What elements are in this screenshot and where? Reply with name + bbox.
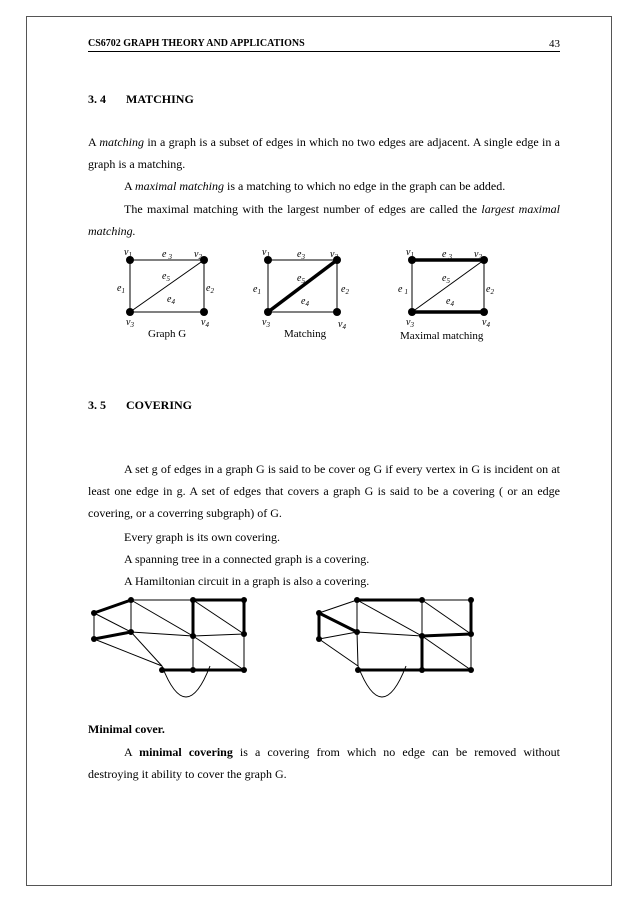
page-header — [88, 38, 560, 52]
svg-text:e3: $e_3$ — [297, 249, 305, 261]
svg-text:e1: $e_1$ — [117, 283, 125, 295]
svg-text:e2: $e_2$ — [341, 284, 349, 296]
matching-figures — [0, 245, 638, 345]
vertex-v3 — [126, 308, 134, 316]
svg-text:e4: $e_4$ — [446, 296, 454, 308]
section-number: 3. 4 — [88, 92, 106, 106]
maximal-matching-definition: A maximal matching is a matching to which no edge in the graph can be added. — [124, 179, 506, 193]
svg-text:v1: $v_1$ — [262, 247, 270, 259]
svg-text:v4: $v_4$ — [482, 317, 490, 329]
svg-text:v1: $v_1$ — [406, 247, 414, 259]
svg-text:e4: $e_4$ — [301, 296, 309, 308]
covering-fact-1: Every graph is its own covering. — [124, 530, 280, 544]
svg-text:e3: e $_3$ — [442, 249, 452, 261]
covering-figures — [0, 590, 638, 730]
figure-covering-right — [316, 597, 474, 697]
largest-maximal-matching-definition: The maximal matching with the largest number of edges are called the largest maximal matching. — [88, 202, 560, 238]
svg-text:v2: $v_2$ — [194, 249, 202, 261]
covering-fact-3: A Hamiltonian circuit in a graph is also a covering. — [124, 574, 370, 588]
term-maximal-matching: maximal matching — [135, 179, 225, 193]
caption-maximal-matching: Maximal matching — [400, 330, 484, 342]
section-number: 3. 5 — [88, 398, 106, 412]
svg-text:e1: e $_1$ — [398, 284, 408, 296]
figure-matching — [253, 247, 349, 340]
svg-text:e5: $e_5$ — [442, 273, 450, 285]
svg-text:v3: $v_3$ — [126, 317, 134, 329]
minimal-cover-definition: A minimal covering is a covering from which no edge can be removed without destroying it ability to cover the graph G. — [88, 745, 561, 781]
page-number: 43 — [549, 38, 560, 50]
svg-text:e5: $e_5$ — [162, 271, 170, 283]
svg-text:v3: $v_3$ — [406, 317, 414, 329]
minimal-cover-heading: Minimal cover. — [88, 722, 165, 736]
svg-text:v4: $v_4$ — [338, 319, 346, 331]
svg-text:e2: $e_2$ — [486, 284, 494, 296]
figure-covering-left — [91, 597, 247, 697]
svg-text:e3: e $_3$ — [162, 249, 172, 261]
term-minimal-covering: minimal covering — [139, 745, 233, 759]
svg-text:v3: $v_3$ — [262, 317, 270, 329]
svg-text:v2: $v_2$ — [474, 249, 482, 261]
caption-graph-g: Graph G — [148, 328, 187, 340]
section-heading: MATCHING — [126, 92, 194, 106]
term-matching: matching — [99, 135, 144, 149]
svg-text:v2: $v_2$ — [330, 249, 338, 261]
section-heading: COVERING — [126, 398, 193, 412]
section-title-matching — [88, 92, 194, 107]
section-title-covering — [88, 398, 192, 413]
svg-text:v1: $v_1$ — [124, 247, 132, 259]
svg-text:e5: $e_5$ — [297, 273, 305, 285]
svg-text:e1: $e_1$ — [253, 284, 261, 296]
term-largest-maximal-matching: largest maximal matching. — [88, 202, 560, 238]
vertex-v4 — [200, 308, 208, 316]
svg-text:v4: $v_4$ — [201, 317, 209, 329]
svg-text:e4: $e_4$ — [167, 294, 175, 306]
matching-definition: A matching in a graph is a subset of edges in which no two edges are adjacent. A single edge in a graph is a matching. — [88, 135, 560, 171]
caption-matching: Matching — [284, 328, 327, 340]
covering-fact-2: A spanning tree in a connected graph is a covering. — [124, 552, 370, 566]
figure-graph-g — [117, 247, 214, 340]
covering-definition: A set g of edges in a graph G is said to be cover og G if every vertex in G is incident on at least one edge in g. A set of edges that covers a graph G is said to be a covering ( or an edge covering, or a coverring subgraph) of G. — [88, 462, 560, 520]
figure-maximal-matching — [398, 247, 494, 342]
header-title: CS6702 GRAPH THEORY AND APPLICATIONS — [88, 38, 305, 49]
svg-text:e2: $e_2$ — [206, 283, 214, 295]
